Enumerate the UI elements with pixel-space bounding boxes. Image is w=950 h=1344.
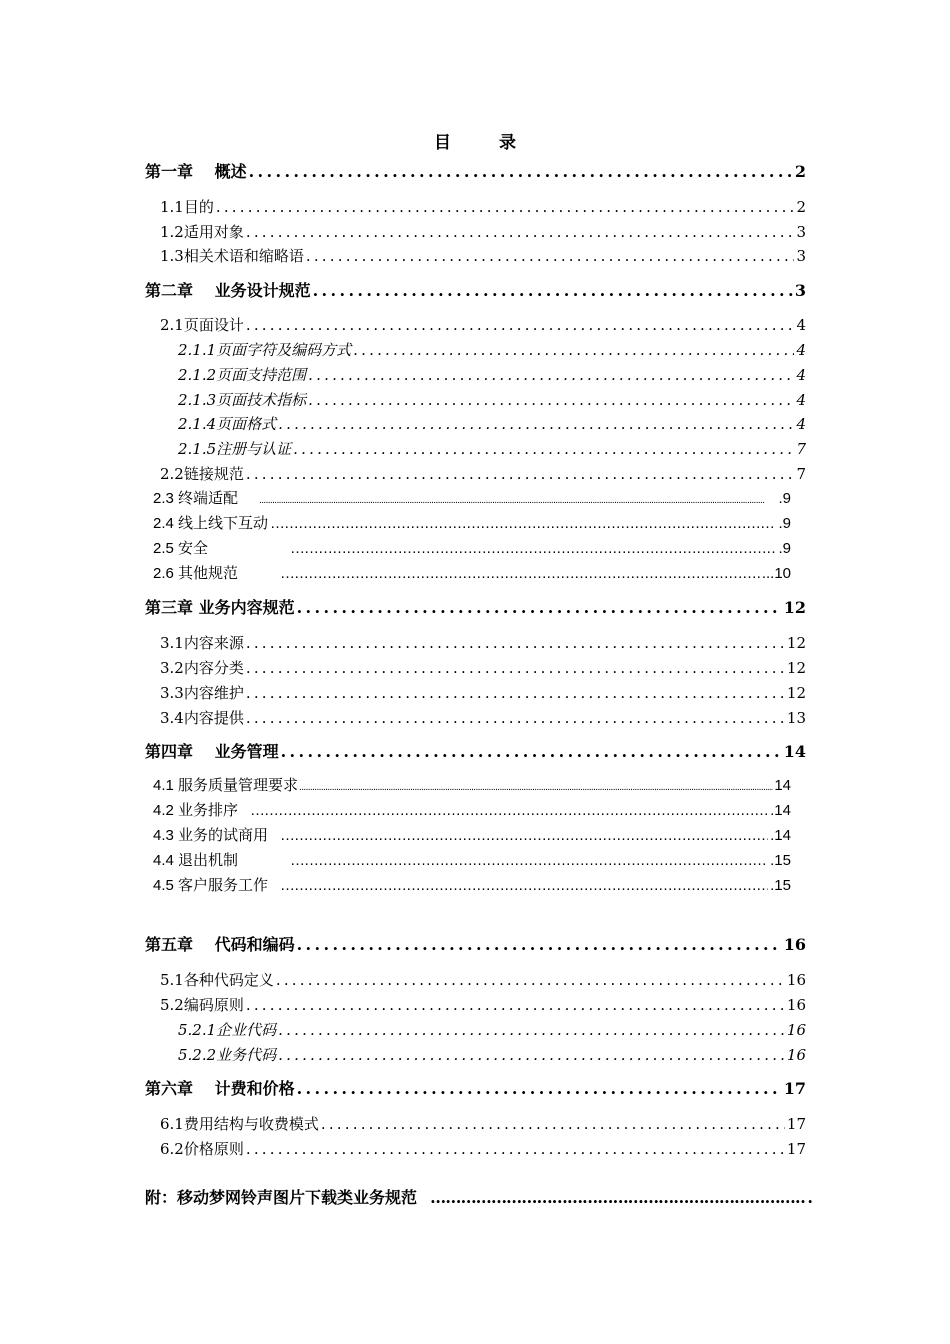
dot-leader xyxy=(297,1079,782,1099)
entry-label: 1.2适用对象 xyxy=(160,223,244,241)
dot-leader xyxy=(246,464,795,484)
dot-leader xyxy=(293,439,794,459)
dot-leader xyxy=(249,162,793,182)
toc-entry-5-2-1[interactable] xyxy=(178,1020,806,1042)
toc-entry-4-2[interactable] xyxy=(153,801,791,823)
entry-page: 2 xyxy=(796,198,806,216)
dot-leader xyxy=(353,340,794,360)
entry-label: 3.4内容提供 xyxy=(160,709,244,727)
toc-entry-3-3[interactable] xyxy=(160,683,806,705)
dot-leader xyxy=(280,564,760,584)
entry-page: 13 xyxy=(786,709,806,727)
entry-label: 2.5 安全 xyxy=(153,540,209,557)
entry-page: 16 xyxy=(786,971,806,989)
entry-page: . xyxy=(807,1188,813,1207)
entry-label: 2.4 线上线下互动 xyxy=(153,515,269,532)
entry-page: 17 xyxy=(786,1115,806,1133)
entry-page: 4 xyxy=(796,316,806,334)
entry-page: 4 xyxy=(796,366,806,384)
dot-leader xyxy=(246,708,785,728)
entry-page: 3 xyxy=(796,247,806,265)
entry-page: 3 xyxy=(796,223,806,241)
toc-entry-1-1[interactable] xyxy=(160,197,806,219)
entry-label: 4.3 业务的试商用 xyxy=(153,827,269,844)
dot-leader xyxy=(276,970,785,990)
toc-entry-2-1[interactable] xyxy=(160,315,806,337)
entry-label: 第六章 计费和价格 xyxy=(145,1079,295,1098)
dot-leader xyxy=(430,1188,805,1208)
dot-leader xyxy=(246,633,785,653)
entry-page: 7 xyxy=(796,440,806,458)
entry-label: 附：移动梦网铃声图片下载类业务规范 xyxy=(145,1188,418,1207)
dot-leader xyxy=(259,491,777,511)
entry-page: 4 xyxy=(796,391,806,409)
toc-entry-2-3[interactable] xyxy=(153,489,791,511)
dot-leader xyxy=(246,683,785,703)
entry-label: 6.2价格原则 xyxy=(160,1140,244,1158)
entry-label: 第五章 代码和编码 xyxy=(145,935,295,954)
dot-leader xyxy=(313,281,793,301)
toc-entry-5-2[interactable] xyxy=(160,995,806,1017)
dot-leader xyxy=(297,598,782,618)
dot-leader xyxy=(246,315,795,335)
entry-page: 4 xyxy=(796,341,806,359)
toc-entry-chapter-5[interactable] xyxy=(145,935,806,957)
entry-page: .9 xyxy=(778,515,791,532)
entry-page: .14 xyxy=(770,827,791,844)
entry-label: 3.3内容维护 xyxy=(160,684,244,702)
dot-leader xyxy=(306,246,795,266)
toc-entry-2-1-2[interactable] xyxy=(178,365,806,387)
dot-leader xyxy=(246,995,785,1015)
toc-entry-4-1[interactable] xyxy=(153,776,791,798)
entry-page: 14 xyxy=(774,777,791,794)
entry-label: 2.1.2页面支持范围 xyxy=(178,366,307,384)
toc-entry-2-4[interactable] xyxy=(153,514,791,536)
toc-entry-chapter-6[interactable] xyxy=(145,1079,806,1101)
entry-label: 第一章 概述 xyxy=(145,162,247,181)
entry-label: 第二章 业务设计规范 xyxy=(145,281,311,300)
dot-leader xyxy=(321,1114,785,1134)
toc-entry-2-1-3[interactable] xyxy=(178,390,806,412)
toc-entry-3-2[interactable] xyxy=(160,658,806,680)
dot-leader xyxy=(290,851,768,871)
dot-leader xyxy=(250,801,768,821)
entry-label: 2.3 终端适配 xyxy=(153,490,239,507)
dot-leader xyxy=(278,414,794,434)
toc-entry-chapter-4[interactable] xyxy=(145,742,806,764)
entry-page: 16 xyxy=(786,1021,806,1039)
toc-entry-appendix[interactable] xyxy=(145,1188,813,1210)
entry-page: 17 xyxy=(783,1079,806,1098)
toc-entry-6-1[interactable] xyxy=(160,1114,806,1136)
entry-page: .9 xyxy=(778,490,791,507)
toc-entry-2-5[interactable] xyxy=(153,539,791,561)
dot-leader xyxy=(246,658,785,678)
entry-label: 4.1 服务质量管理要求 xyxy=(153,777,299,794)
toc-entry-chapter-3[interactable] xyxy=(145,598,806,620)
dot-leader xyxy=(290,539,776,559)
toc-title-left: 目 xyxy=(434,133,451,153)
entry-page: 12 xyxy=(786,659,806,677)
entry-page: .9 xyxy=(778,540,791,557)
toc-entry-4-4[interactable] xyxy=(153,851,791,873)
entry-label: 1.3相关术语和缩略语 xyxy=(160,247,304,265)
toc-entry-6-2[interactable] xyxy=(160,1139,806,1161)
entry-page: 7 xyxy=(796,465,806,483)
toc-entry-1-3[interactable] xyxy=(160,246,806,268)
toc-entry-5-1[interactable] xyxy=(160,970,806,992)
toc-title xyxy=(0,128,950,153)
dot-leader xyxy=(280,826,768,846)
toc-entry-2-1-5[interactable] xyxy=(178,439,806,461)
toc-entry-4-5[interactable] xyxy=(153,876,791,898)
entry-page: ...10 xyxy=(761,565,791,582)
entry-page: 12 xyxy=(786,634,806,652)
entry-label: 2.1页面设计 xyxy=(160,316,244,334)
toc-entry-2-1-4[interactable] xyxy=(178,414,806,436)
entry-label: 5.1各种代码定义 xyxy=(160,971,274,989)
dot-leader xyxy=(280,876,768,896)
toc-entry-2-6[interactable] xyxy=(153,564,791,586)
toc-entry-chapter-2[interactable] xyxy=(145,281,806,303)
toc-entry-3-4[interactable] xyxy=(160,708,806,730)
entry-page: 16 xyxy=(786,1046,806,1064)
entry-page: 17 xyxy=(786,1140,806,1158)
entry-label: 2.2链接规范 xyxy=(160,465,244,483)
entry-label: 5.2编码原则 xyxy=(160,996,244,1014)
entry-label: 4.4 退出机制 xyxy=(153,852,239,869)
entry-label: 5.2.1企业代码 xyxy=(178,1021,277,1039)
dot-leader xyxy=(308,390,794,410)
entry-page: 16 xyxy=(783,935,806,954)
entry-page: .15 xyxy=(770,852,791,869)
entry-page: 2 xyxy=(794,162,806,181)
toc-entry-chapter-1[interactable] xyxy=(145,162,806,184)
dot-leader xyxy=(297,935,782,955)
dot-leader xyxy=(308,365,794,385)
dot-leader xyxy=(270,514,776,534)
entry-label: 3.1内容来源 xyxy=(160,634,244,652)
entry-label: 2.1.5注册与认证 xyxy=(178,440,292,458)
dot-leader xyxy=(216,197,795,217)
toc-entry-2-1-1[interactable] xyxy=(178,340,806,362)
entry-page: 14 xyxy=(783,742,806,761)
entry-label: 第四章 业务管理 xyxy=(145,742,279,761)
entry-label: 2.6 其他规范 xyxy=(153,565,239,582)
entry-page: 12 xyxy=(783,598,806,617)
entry-label: 2.1.3页面技术指标 xyxy=(178,391,307,409)
entry-page: 3 xyxy=(794,281,806,300)
entry-label: 6.1费用结构与收费模式 xyxy=(160,1115,319,1133)
toc-entry-4-3[interactable] xyxy=(153,826,791,848)
entry-label: 3.2内容分类 xyxy=(160,659,244,677)
dot-leader xyxy=(246,1139,785,1159)
toc-entry-3-1[interactable] xyxy=(160,633,806,655)
dot-leader xyxy=(281,742,782,762)
toc-entry-1-2[interactable] xyxy=(160,222,806,244)
entry-page: .15 xyxy=(770,877,791,894)
dot-leader xyxy=(299,778,773,798)
entry-page: .14 xyxy=(770,802,791,819)
entry-page: 16 xyxy=(786,996,806,1014)
dot-leader xyxy=(246,222,795,242)
entry-label: 第三章 业务内容规范 xyxy=(145,598,295,617)
entry-label: 1.1目的 xyxy=(160,198,214,216)
dot-leader xyxy=(278,1020,785,1040)
toc-entry-2-2[interactable] xyxy=(160,464,806,486)
entry-label: 4.2 业务排序 xyxy=(153,802,239,819)
entry-label: 5.2.2业务代码 xyxy=(178,1046,277,1064)
entry-label: 4.5 客户服务工作 xyxy=(153,877,269,894)
toc-entry-5-2-2[interactable] xyxy=(178,1045,806,1067)
entry-label: 2.1.4页面格式 xyxy=(178,415,277,433)
entry-page: 12 xyxy=(786,684,806,702)
entry-label: 2.1.1页面字符及编码方式 xyxy=(178,341,352,359)
dot-leader xyxy=(278,1045,785,1065)
entry-page: 4 xyxy=(796,415,806,433)
toc-title-right: 录 xyxy=(499,133,516,153)
